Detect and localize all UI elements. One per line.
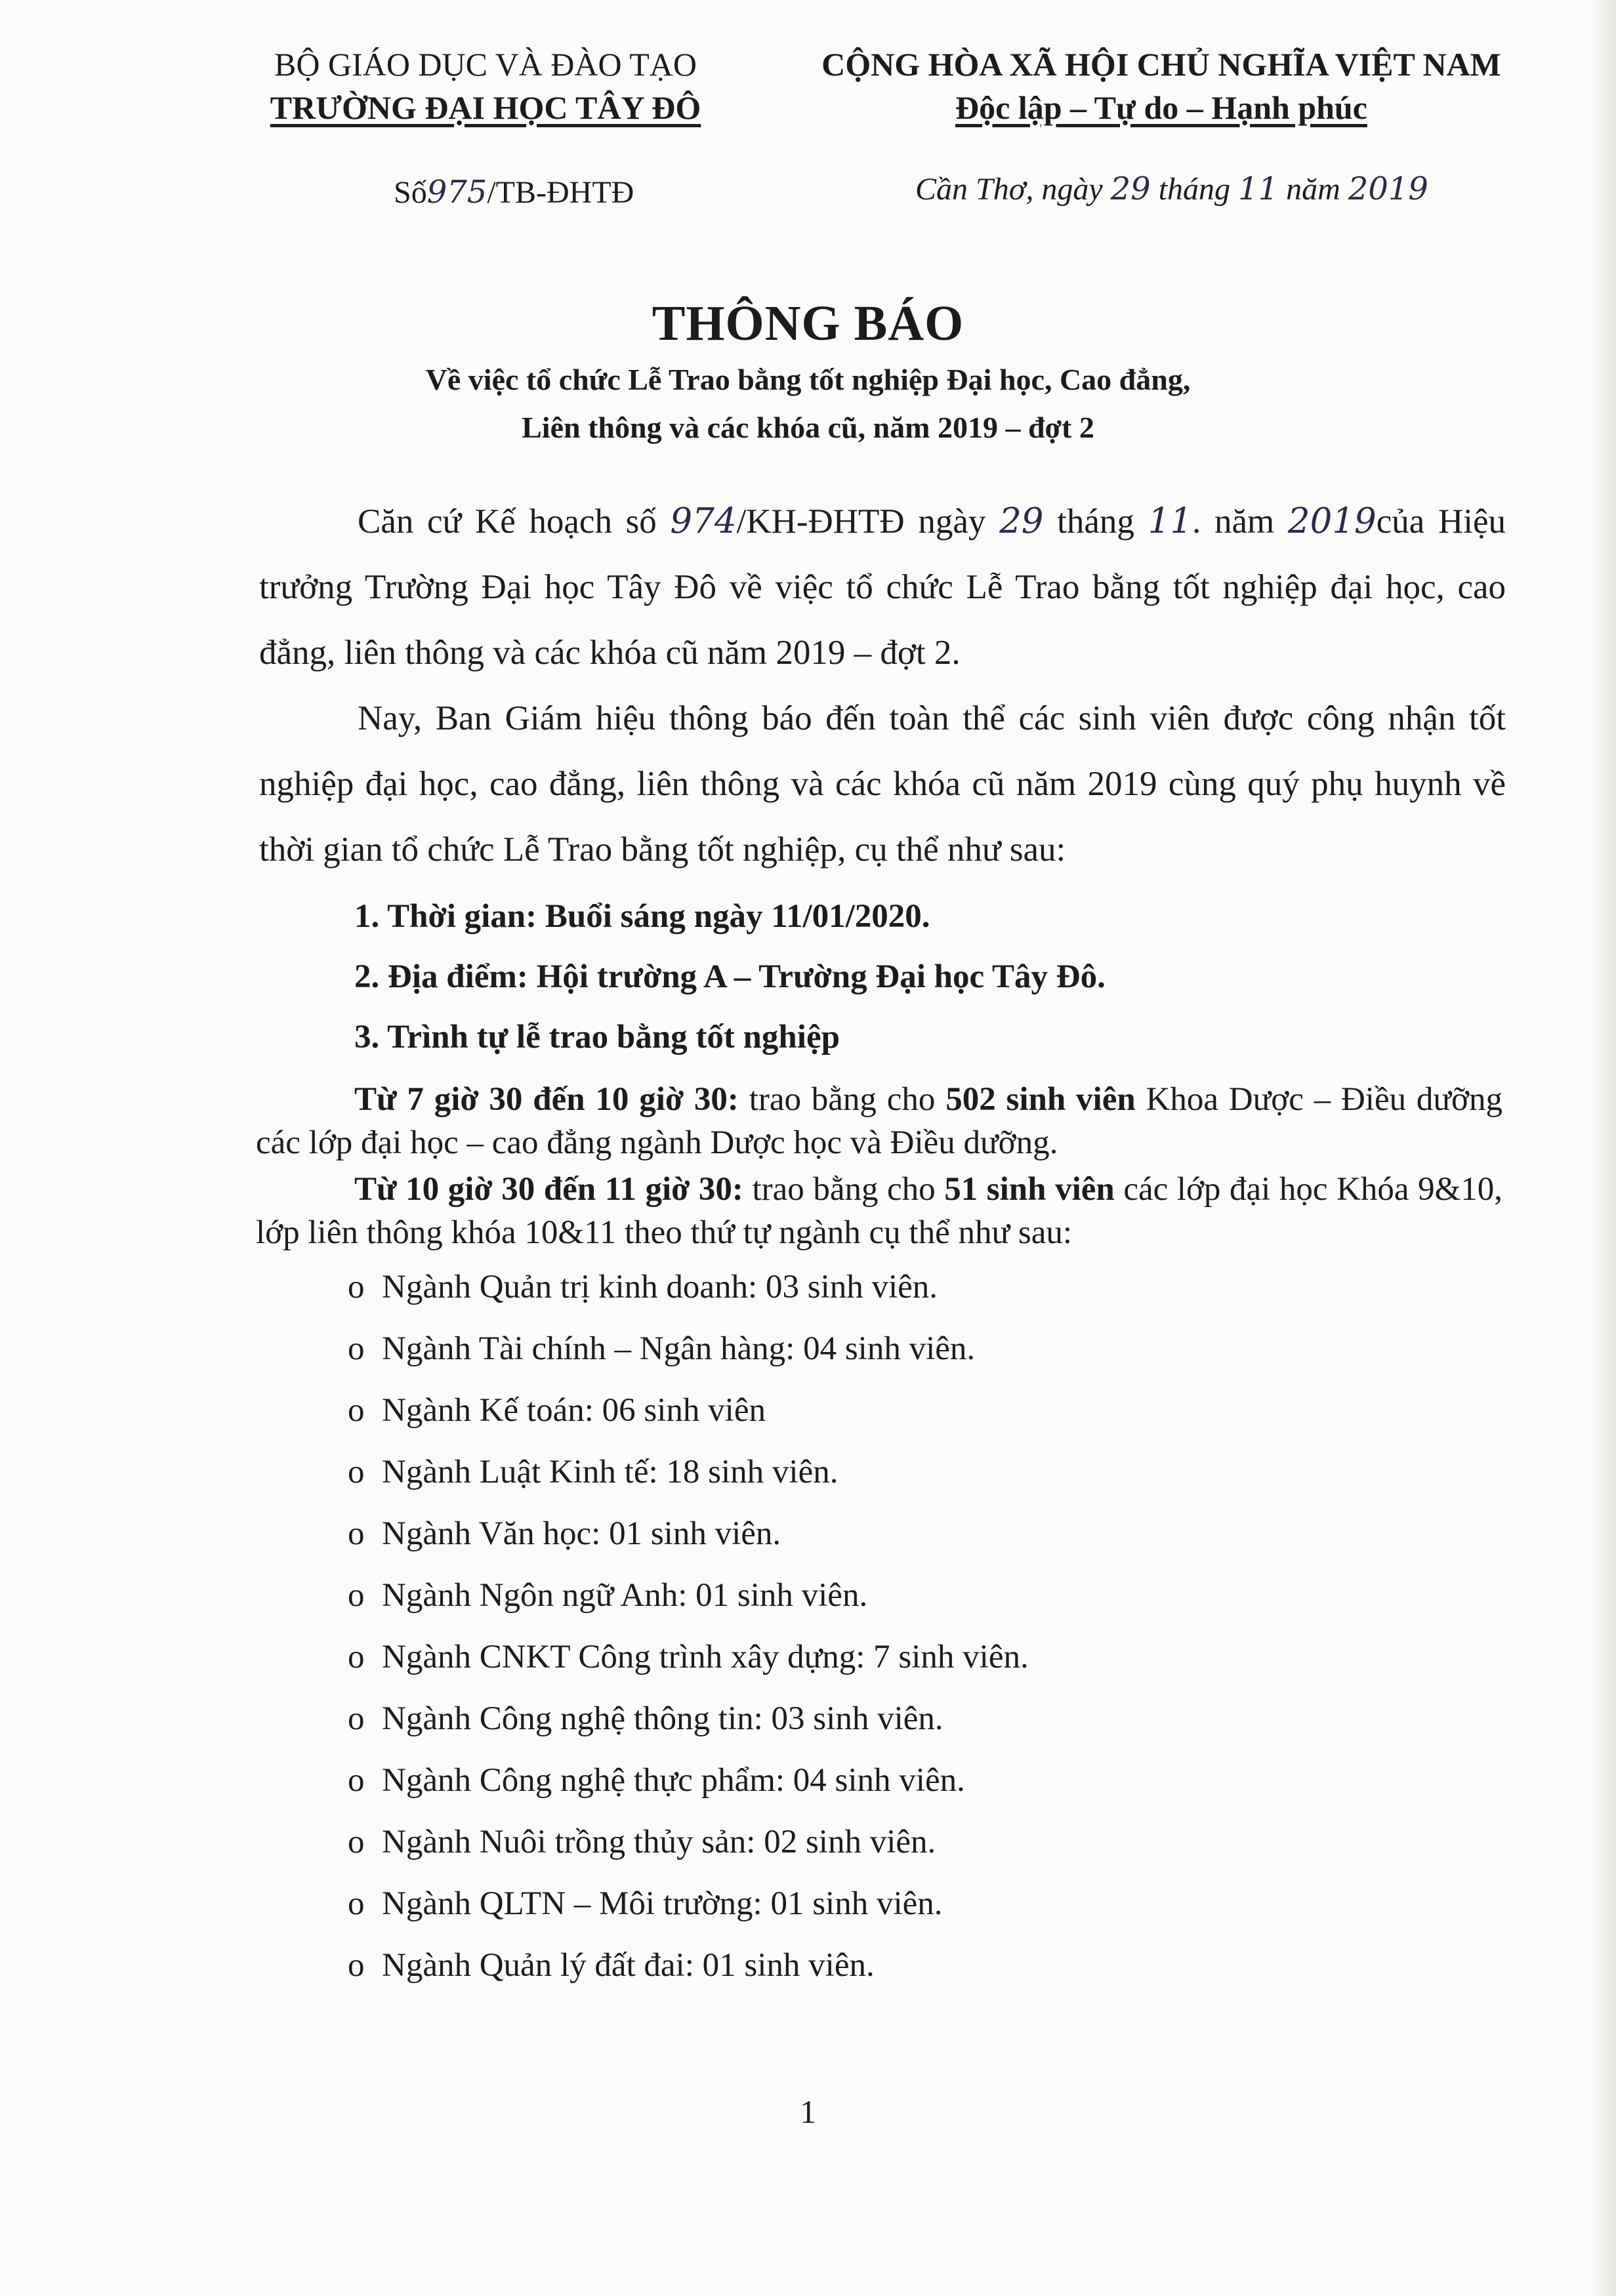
schedule-slot-1: Từ 7 giờ 30 đến 10 giờ 30: trao bằng cho 502 sinh viên Khoa Dược – Điều dưỡng các lớp đại học – cao đẳng ngành Dược học và Điều dưỡng. bbox=[256, 1081, 1503, 1161]
date-month: 11 bbox=[1238, 171, 1279, 207]
page-number: 1 bbox=[800, 2093, 816, 2130]
list-item: o Ngành Văn học: 01 sinh viên. bbox=[348, 1515, 781, 1552]
school-name: TRƯỜNG ĐẠI HỌC TÂY ĐÔ bbox=[270, 89, 701, 126]
list-item: o Ngành Quản lý đất đai: 01 sinh viên. bbox=[348, 1947, 875, 1984]
paragraph-basis: Căn cứ Kế hoạch số 974/KH-ĐHTĐ ngày 29 tháng 11. năm 2019của Hiệu trưởng Trường Đại học Tây Đô về việc tổ chức Lễ Trao bằng tốt nghiệp đại học, cao đẳng, liên thông và các khóa cũ năm 2019 – đợt 2. bbox=[259, 501, 1506, 672]
list-item: o Ngành Quản trị kinh doanh: 03 sinh viên. bbox=[348, 1269, 938, 1305]
subtitle-line-1: Về việc tổ chức Lễ Trao bằng tốt nghiệp Đại học, Cao đẳng, bbox=[425, 363, 1191, 396]
issuer-block bbox=[217, 43, 755, 129]
list-item: o Ngành CNKT Công trình xây dựng: 7 sinh viên. bbox=[348, 1639, 1029, 1675]
ref-number-handwritten: 975 bbox=[426, 174, 487, 211]
subtitle-line-2: Liên thông và các khóa cũ, năm 2019 – đợt 2 bbox=[522, 411, 1094, 444]
item-order: 3. Trình tự lễ trao bằng tốt nghiệp bbox=[354, 1019, 840, 1056]
date-year: 2019 bbox=[1348, 171, 1428, 207]
national-motto: Độc lập – Tự do – Hạnh phúc bbox=[955, 89, 1367, 126]
list-item: o Ngành Công nghệ thông tin: 03 sinh viên. bbox=[348, 1700, 943, 1737]
item-time: 1. Thời gian: Buổi sáng ngày 11/01/2020. bbox=[354, 898, 930, 935]
date-day: 29 bbox=[1110, 171, 1151, 207]
list-item: o Ngành Tài chính – Ngân hàng: 04 sinh viên. bbox=[348, 1330, 976, 1367]
document-title: THÔNG BÁO bbox=[652, 296, 964, 351]
ministry-name: BỘ GIÁO DỤC VÀ ĐÀO TẠO bbox=[274, 46, 697, 83]
schedule-slot-2: Từ 10 giờ 30 đến 11 giờ 30: trao bằng cho 51 sinh viên các lớp đại học Khóa 9&10, lớp liên thông khóa 10&11 theo thứ tự ngành cụ thể như sau: bbox=[256, 1171, 1503, 1251]
list-item: o Ngành Công nghệ thực phẩm: 04 sinh viên. bbox=[348, 1762, 965, 1799]
paragraph-announcement: Nay, Ban Giám hiệu thông báo đến toàn thể các sinh viên được công nhận tốt nghiệp đại học, cao đẳng, liên thông và các khóa cũ năm 2019 cùng quý phụ huynh về thời gian tổ chức Lễ Trao bằng tốt nghiệp, cụ thể như sau: bbox=[259, 699, 1506, 869]
national-header bbox=[800, 43, 1522, 129]
list-item: o Ngành Kế toán: 06 sinh viên bbox=[348, 1392, 766, 1429]
country-name: CỘNG HÒA XÃ HỘI CHỦ NGHĨA VIỆT NAM bbox=[821, 46, 1501, 83]
list-item: o Ngành Ngôn ngữ Anh: 01 sinh viên. bbox=[348, 1577, 868, 1614]
list-item: o Ngành Nuôi trồng thủy sản: 02 sinh viên. bbox=[348, 1824, 936, 1860]
list-item: o Ngành Luật Kinh tế: 18 sinh viên. bbox=[348, 1454, 839, 1490]
scan-edge-shadow bbox=[1590, 0, 1616, 2296]
list-item: o Ngành QLTN – Môi trường: 01 sinh viên. bbox=[348, 1885, 943, 1922]
item-venue: 2. Địa điểm: Hội trường A – Trường Đại học Tây Đô. bbox=[354, 958, 1106, 995]
place-date: Cần Thơ, ngày 29 tháng 11 năm 2019 bbox=[915, 171, 1428, 207]
plan-number: 974 bbox=[670, 501, 737, 541]
reference-number: Số975/TB-ĐHTĐ bbox=[394, 174, 634, 211]
